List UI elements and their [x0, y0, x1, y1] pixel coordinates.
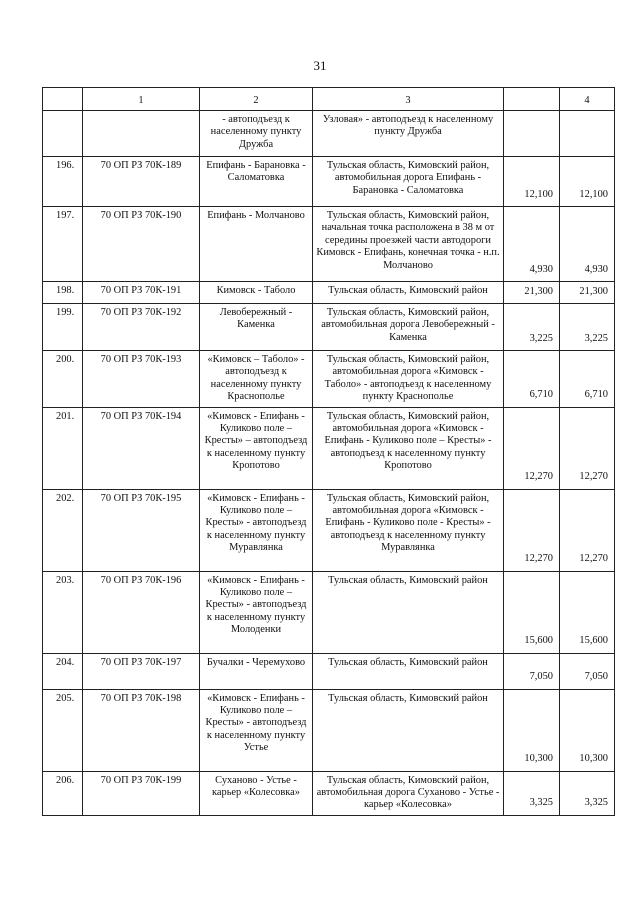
road-id: 70 ОП РЗ 70К-192	[83, 304, 200, 351]
road-location: Тульская область, Кимовский район	[313, 571, 504, 653]
roads-table	[42, 87, 615, 816]
road-value: 12,270	[560, 489, 615, 571]
table-row	[43, 571, 615, 653]
road-length: 12,270	[504, 489, 560, 571]
road-value: 21,300	[560, 282, 615, 304]
road-location: Тульская область, Кимовский район, автомобильная дорога «Кимовск - Епифань - Куликово поле - Кресты» - автоподъезд к населенному пункту Муравлянка	[313, 489, 504, 571]
header-cell	[504, 88, 560, 111]
road-value: 12,100	[560, 157, 615, 207]
table-row	[43, 407, 615, 489]
road-id: 70 ОП РЗ 70К-191	[83, 282, 200, 304]
road-value	[560, 111, 615, 157]
road-length: 21,300	[504, 282, 560, 304]
table-row	[43, 489, 615, 571]
road-name: «Кимовск - Епифань - Куликово поле – Кресты» - автоподъезд к населенному пункту Молоденки	[200, 571, 313, 653]
table-row	[43, 653, 615, 689]
road-name: Кимовск - Таболо	[200, 282, 313, 304]
road-name: Епифань - Молчаново	[200, 207, 313, 282]
table-row	[43, 304, 615, 351]
road-id: 70 ОП РЗ 70К-190	[83, 207, 200, 282]
road-value: 4,930	[560, 207, 615, 282]
road-id: 70 ОП РЗ 70К-195	[83, 489, 200, 571]
road-id: 70 ОП РЗ 70К-196	[83, 571, 200, 653]
road-value: 3,325	[560, 771, 615, 815]
road-location: Тульская область, Кимовский район, автомобильная дорога Левобережный - Каменка	[313, 304, 504, 351]
road-name: Епифань - Барановка - Саломатовка	[200, 157, 313, 207]
road-id	[83, 111, 200, 157]
road-length: 7,050	[504, 653, 560, 689]
road-name: Суханово - Устье - карьер «Колесовка»	[200, 771, 313, 815]
road-length: 12,270	[504, 407, 560, 489]
road-id: 70 ОП РЗ 70К-197	[83, 653, 200, 689]
road-id: 70 ОП РЗ 70К-199	[83, 771, 200, 815]
header-cell: 3	[313, 88, 504, 111]
row-number: 206.	[43, 771, 83, 815]
road-name: «Кимовск - Епифань - Куликово поле – Кресты» – автоподъезд к населенному пункту Кропотово	[200, 407, 313, 489]
page-number: 31	[313, 58, 327, 73]
table-row	[43, 111, 615, 157]
row-number: 199.	[43, 304, 83, 351]
road-length: 12,100	[504, 157, 560, 207]
road-id: 70 ОП РЗ 70К-189	[83, 157, 200, 207]
road-location: Тульская область, Кимовский район	[313, 282, 504, 304]
road-location: Тульская область, Кимовский район, автомобильная дорога Епифань - Барановка - Саломатовка	[313, 157, 504, 207]
road-length	[504, 111, 560, 157]
table-row	[43, 771, 615, 815]
road-value: 15,600	[560, 571, 615, 653]
row-number: 201.	[43, 407, 83, 489]
road-name: «Кимовск - Епифань - Куликово поле – Кресты» - автоподъезд к населенному пункту Муравлянка	[200, 489, 313, 571]
header-cell: 1	[83, 88, 200, 111]
road-id: 70 ОП РЗ 70К-193	[83, 351, 200, 408]
road-location: Тульская область, Кимовский район, автомобильная дорога «Кимовск - Таболо» - автоподъезд к населенному пункту Краснополье	[313, 351, 504, 408]
road-location: Тульская область, Кимовский район, автомобильная дорога «Кимовск - Епифань - Куликово поле – Кресты» - автоподъезд к населенному пункту Кропотово	[313, 407, 504, 489]
table-row	[43, 157, 615, 207]
row-number: 205.	[43, 689, 83, 771]
road-name: Левобережный - Каменка	[200, 304, 313, 351]
row-number: 196.	[43, 157, 83, 207]
header-cell: 4	[560, 88, 615, 111]
table-row	[43, 689, 615, 771]
road-value: 12,270	[560, 407, 615, 489]
row-number: 204.	[43, 653, 83, 689]
road-name: - автоподъезд к населенному пункту Дружба	[200, 111, 313, 157]
table-row	[43, 207, 615, 282]
row-number: 202.	[43, 489, 83, 571]
row-number: 198.	[43, 282, 83, 304]
road-location: Тульская область, Кимовский район, начальная точка расположена в 38 м от середины проезжей части автодороги Кимовск - Епифань, конечная точка - н.п. Молчаново	[313, 207, 504, 282]
road-name: «Кимовск - Епифань - Куликово поле – Кресты» - автоподъезд к населенному пункту Устье	[200, 689, 313, 771]
road-id: 70 ОП РЗ 70К-198	[83, 689, 200, 771]
row-number: 203.	[43, 571, 83, 653]
road-location: Узловая» - автоподъезд к населенному пункту Дружба	[313, 111, 504, 157]
road-value: 10,300	[560, 689, 615, 771]
road-length: 6,710	[504, 351, 560, 408]
road-location: Тульская область, Кимовский район, автомобильная дорога Суханово - Устье - карьер «Колесовка»	[313, 771, 504, 815]
header-cell: 2	[200, 88, 313, 111]
road-name: Бучалки - Черемухово	[200, 653, 313, 689]
road-location: Тульская область, Кимовский район	[313, 653, 504, 689]
table-row	[43, 282, 615, 304]
road-length: 3,225	[504, 304, 560, 351]
row-number: 197.	[43, 207, 83, 282]
table-body	[43, 111, 615, 816]
road-name: «Кимовск – Таболо» - автоподъезд к населенному пункту Краснополье	[200, 351, 313, 408]
road-value: 6,710	[560, 351, 615, 408]
road-location: Тульская область, Кимовский район	[313, 689, 504, 771]
road-length: 15,600	[504, 571, 560, 653]
road-length: 4,930	[504, 207, 560, 282]
table-row	[43, 351, 615, 408]
road-id: 70 ОП РЗ 70К-194	[83, 407, 200, 489]
road-length: 3,325	[504, 771, 560, 815]
table-header-row	[43, 88, 615, 111]
row-number	[43, 111, 83, 157]
road-length: 10,300	[504, 689, 560, 771]
road-value: 3,225	[560, 304, 615, 351]
road-value: 7,050	[560, 653, 615, 689]
header-cell	[43, 88, 83, 111]
row-number: 200.	[43, 351, 83, 408]
